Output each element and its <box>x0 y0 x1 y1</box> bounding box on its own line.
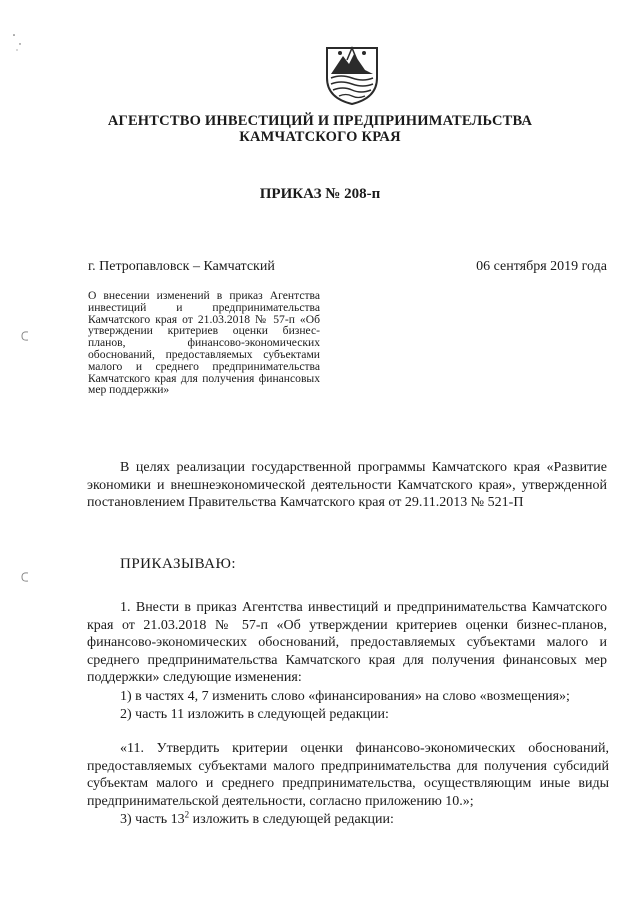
agency-name <box>60 113 580 145</box>
point-1-paragraph <box>87 599 607 687</box>
punch-hole-icon <box>20 570 30 582</box>
superscript: 2 <box>184 809 190 820</box>
list-item: 2) часть 11 изложить в следующей редакции: <box>120 706 389 722</box>
point-1-text: 1. Внести в приказ Агентства инвестиций и предпринимательства Камчатского края от 21.03.2018 № 57-п «Об утверждении критериев оценки бизнес-планов, финансово-экономических обоснований, предоставляемых субъектами малого и среднего предпринимательства Камчатского края для получения финансовых мер поддержки» следующие изменения: <box>87 600 607 686</box>
kamchatka-coat-of-arms-icon <box>321 44 383 106</box>
document-place: г. Петропавловск – Камчатский <box>88 259 275 274</box>
quoted-part-11 <box>87 740 609 810</box>
agency-name-line-2: КАМЧАТСКОГО КРАЯ <box>239 129 401 145</box>
quoted-part-11-text: «11. Утвердить критерии оценки финансово-экономических обоснований, предоставляемых субъектами малого предпринимательства для получения субсидий субъектам малого и среднего предпринимательства, осуществляющим иные виды предпринимательской деятельности, согласно приложению 10.»; <box>87 741 609 809</box>
change-list-continued <box>87 811 609 829</box>
order-subject: О внесении изменений в приказ Агентства инвестиций и предпринимательства Камчатского края от 21.03.2018 № 57-п «Об утверждении критериев оценки бизнес-планов, финансово-экономических обоснований, предоставляемых субъектами малого и среднего предпринимательства Камчатского края для получения финансовых мер поддержки» <box>88 289 320 397</box>
list-item <box>87 811 609 829</box>
agency-name-line-1: АГЕНТСТВО ИНВЕСТИЦИЙ И ПРЕДПРИНИМАТЕЛЬСТВА <box>107 113 533 129</box>
order-title: ПРИКАЗ № 208-п <box>259 186 381 202</box>
list-item: 1) в частях 4, 7 изменить слово «финансирования» на слово «возмещения»; <box>120 689 570 704</box>
list-item-suffix: изложить в следующей редакции: <box>189 812 394 827</box>
list-item-prefix: 3) часть 13 <box>120 812 185 827</box>
order-word: ПРИКАЗЫВАЮ: <box>120 556 237 572</box>
scan-specks <box>8 30 48 60</box>
punch-hole-icon <box>20 329 30 341</box>
preamble-text: В целях реализации государственной программы Камчатского края «Развитие экономики и внешнеэкономической деятельности Камчатского края», утвержденной постановлением Правительства Камчатского края от 29.11.2013 № 521-П <box>87 460 607 511</box>
document-date: 06 сентября 2019 года <box>476 259 607 274</box>
preamble-paragraph <box>87 459 607 512</box>
change-list <box>87 688 609 723</box>
